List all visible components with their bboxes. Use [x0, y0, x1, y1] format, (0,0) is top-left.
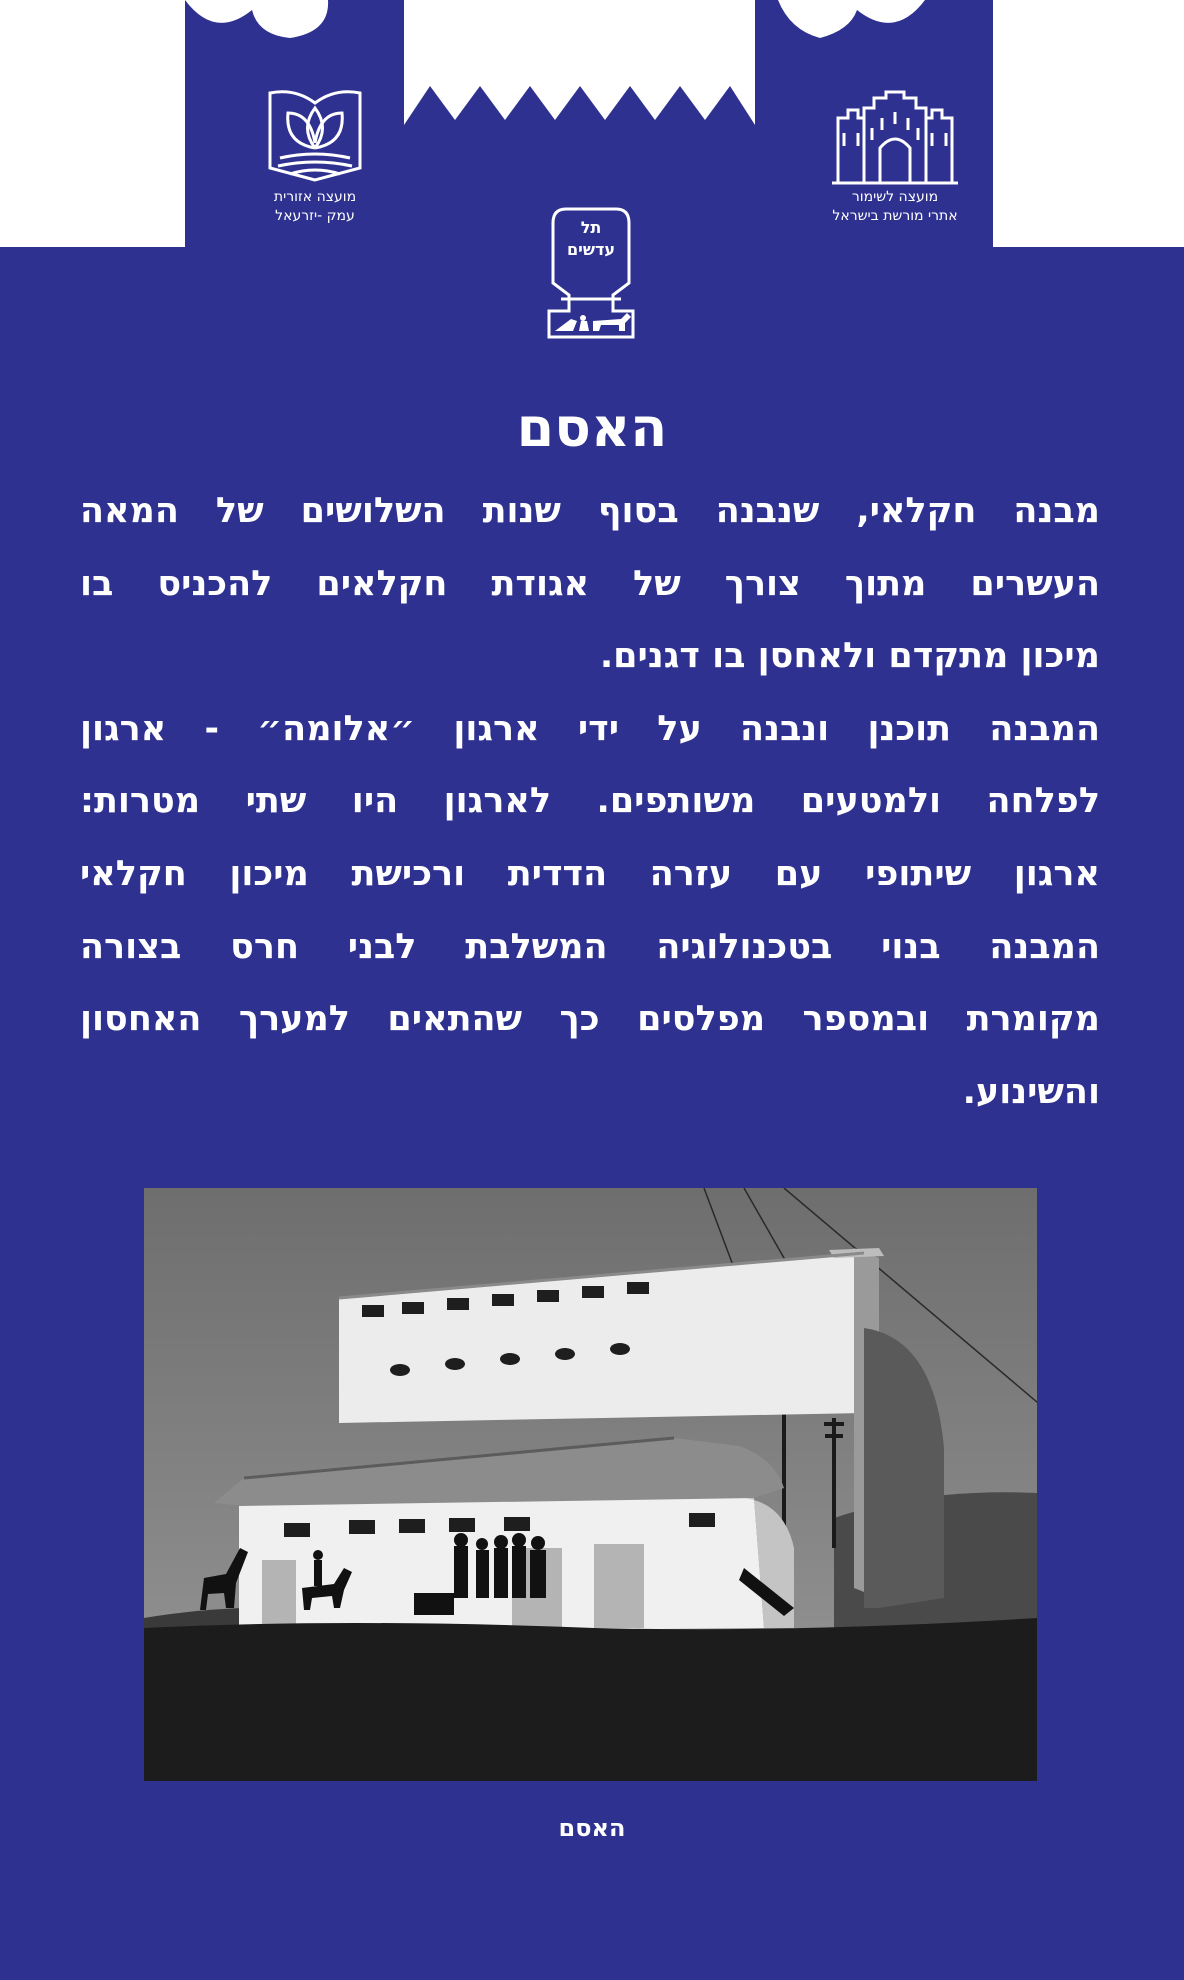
- plough-horse-icon: [555, 313, 631, 331]
- photo-caption: האסם: [558, 1814, 626, 1842]
- emek-yizrael-caption-line1: מועצה אזורית: [273, 189, 357, 205]
- page-title: האסם: [516, 396, 668, 459]
- heritage-council-caption-line1: מועצה לשימור: [851, 189, 939, 205]
- description-line: מבנה חקלאי, שנבנה בסוף שנות השלושים של המאה: [80, 491, 1100, 531]
- heritage-building-icon: [830, 88, 960, 188]
- description-line: מקומרת ובמספר מפלסים כך שהתאים למערך האחסון: [80, 999, 1100, 1040]
- emek-yizrael-emblem-icon: [260, 88, 370, 188]
- heritage-council-caption-line2: אתרי מורשת בישראל: [832, 208, 958, 224]
- description-line: מיכון מתקדם ולאחסן בו דגנים.: [599, 636, 1100, 677]
- emek-yizrael-logo: [225, 88, 405, 226]
- description-line: ארגון שיתופי עם עזרה הדדית ורכישת מיכון חקלאי: [80, 853, 1100, 894]
- description-line: העשרים מתוך צורך של אגודת חקלאים להכניס בו: [80, 563, 1100, 604]
- granary-photo: [144, 1188, 1037, 1781]
- tel-adashim-logo: [541, 203, 641, 343]
- description-line: המבנה בנוי בטכנולוגיה המשלבת לבני חרס בצורה: [80, 926, 1100, 967]
- description-line: המבנה תוכנן ונבנה על ידי ארגון ״אלומה״ - ארגון: [80, 708, 1100, 749]
- tel-adashim-line1: תל: [580, 218, 602, 237]
- description-line: לפלחה ולמטעים משותפים. לארגון היו שתי מטרות:: [80, 781, 1100, 822]
- tel-adashim-line2: עדשים: [566, 240, 616, 259]
- tel-adashim-emblem-icon: [541, 203, 641, 343]
- description-text: [80, 475, 1100, 1128]
- description-line: והשינוע.: [962, 1071, 1100, 1112]
- heritage-council-logo: [790, 88, 1000, 226]
- emek-yizrael-caption-line2: עמק -יזרעאל: [275, 208, 355, 224]
